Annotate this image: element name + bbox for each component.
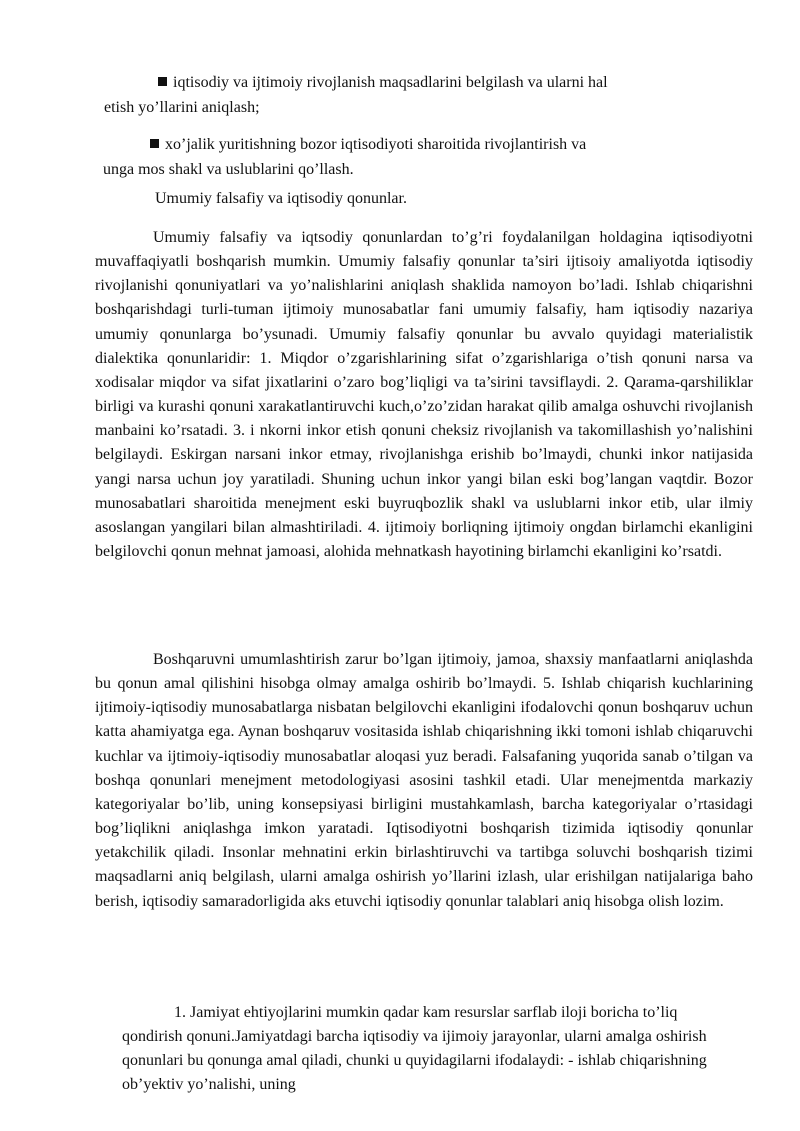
bullet-item-2-line1 [150,133,586,157]
square-bullet-icon [158,77,167,86]
bullet-item-1-line2: etish yo’llarini aniqlash; [104,99,260,116]
bullet-item-2-line2: unga mos shakl va uslublarini qo’llash. [103,161,354,178]
section-heading: Umumiy falsafiy va iqtisodiy qonunlar. [155,190,407,207]
bullet-item-2-text: xo’jalik yuritishning bozor iqtisodiyoti sharoitida rivojlantirish va [165,136,587,153]
square-bullet-icon [150,139,159,148]
bullet-item-1-line1 [158,71,608,95]
numbered-list-item-1: 1. Jamiyat ehtiyojlarini mumkin qadar kam resurslar sarflab iloji boricha to’liq qondirish qonuni.Jamiyatdagi barcha iqtisodiy va ijimoiy jarayonlar, ularni amalga oshirish qonunlari bu qonunga amal qiladi, chunki u quyidagilarni ifodalaydi: - ishlab chiqarishning ob’yektiv yo’nalishi, uning [122,1004,707,1093]
paragraph-2: Boshqaruvni umumlashtirish zarur bo’lgan ijtimoiy, jamoa, shaxsiy manfaatlarni aniqlashda bu qonun amal qilishini hisobga olmay amalga oshirib bo’lmaydi. 5. Ishlab chiqarish kuchlarining ijtimoiy-iqtisodiy munosabatlarga nisbatan belgilovchi ekanligini ifodalovchi qonun boshqaruv uchun katta ahamiyatga ega. Aynan boshqaruv vositasida ishlab chiqarishning ikki tomoni ishlab chiqaruvchi kuchlar va ijtimoiy-iqtisodiy munosabatlar aloqasi yuz beradi. Falsafaning yuqorida sanab o’tilgan va boshqa qonunlari menejment metodologiyasi asosini tashkil etadi. Ular menejmentda markaziy kategoriyalar bo’lib, uning konsepsiyasi birligini mustahkamlash, barcha kategoriyalar o’rtasidagi bog’liqlikni aniqlashga imkon yaratadi. Iqtisodiyotni boshqarish tizimida iqtisodiy qonunlar yetakchilik qiladi. Insonlar mehnatini erkin birlashtiruvchi va tartibga soluvchi boshqarish tizimi maqsadlarni aniq belgilash, ularni amalga oshirish yo’llarini izlash, ular erishilgan natijalariga baho berish, iqtisodiy samaradorligida aks etuvchi iqtisodiy qonunlar talablari aniq hisobga olish lozim. [95,651,753,910]
bullet-item-1-text: iqtisodiy va ijtimoiy rivojlanish maqsadlarini belgilash va ularni hal [173,74,608,91]
paragraph-1: Umumiy falsafiy va iqtsodiy qonunlardan to’g’ri foydalanilgan holdagina iqtisodiyotni muvaffaqiyatli boshqarish mumkin. Umumiy falsafiy qonunlar ta’siri ijtisoiy amaliyotda iqtisodiy rivojlanishi qonuniyatlari va yo’nalishlarini aniqlash shaklida namoyon bo’ladi. Ishlab chiqarishni boshqarishdagi turli-tuman ijtimoiy munosabatlar fani umumiy falsafiy, ham iqtisodiy nazariya umumiy qonunlarga bo’ysunadi. Umumiy falsafiy qonunlar bu avvalo quyidagi materialistik dialektika qonunlaridir: 1. Miqdor o’zgarishlarining sifat o’zgarishlariga o’tish qonuni narsa va xodisalar miqdor va sifat jixatlarini o’zaro bog’liqligi va ta’sirini tavsiflaydi. 2. Qarama-qarshiliklar birligi va kurashi qonuni xarakatlantiruvchi kuch,o’zo’zidan harakat qilib amalga oshuvchi rivojlanish manbaini ko’rsatadi. 3. i nkorni inkor etish qonuni cheksiz rivojlanish va takomillashish yo’nalishini belgilaydi. Eskirgan narsani inkor etmay, rivojlanishga erishib bo’lmaydi, chunki inkor natijasida yangi narsa uchun joy yaratiladi. Shuning uchun inkor yangi bilan eski bog’langan vaqtdir. Bozor munosabatlari sharoitida menejment eski buyruqbozlik shakl va uslublarni inkor etib, ular ilmiy asoslangan yangilari bilan almashtiriladi. 4. ijtimoiy borliqning ijtimoiy ongdan birlamchi ekanligini belgilovchi qonun mehnat jamoasi, alohida mehnatkash hayotining birlamchi ekanligini ko’rsatdi. [95,229,753,561]
